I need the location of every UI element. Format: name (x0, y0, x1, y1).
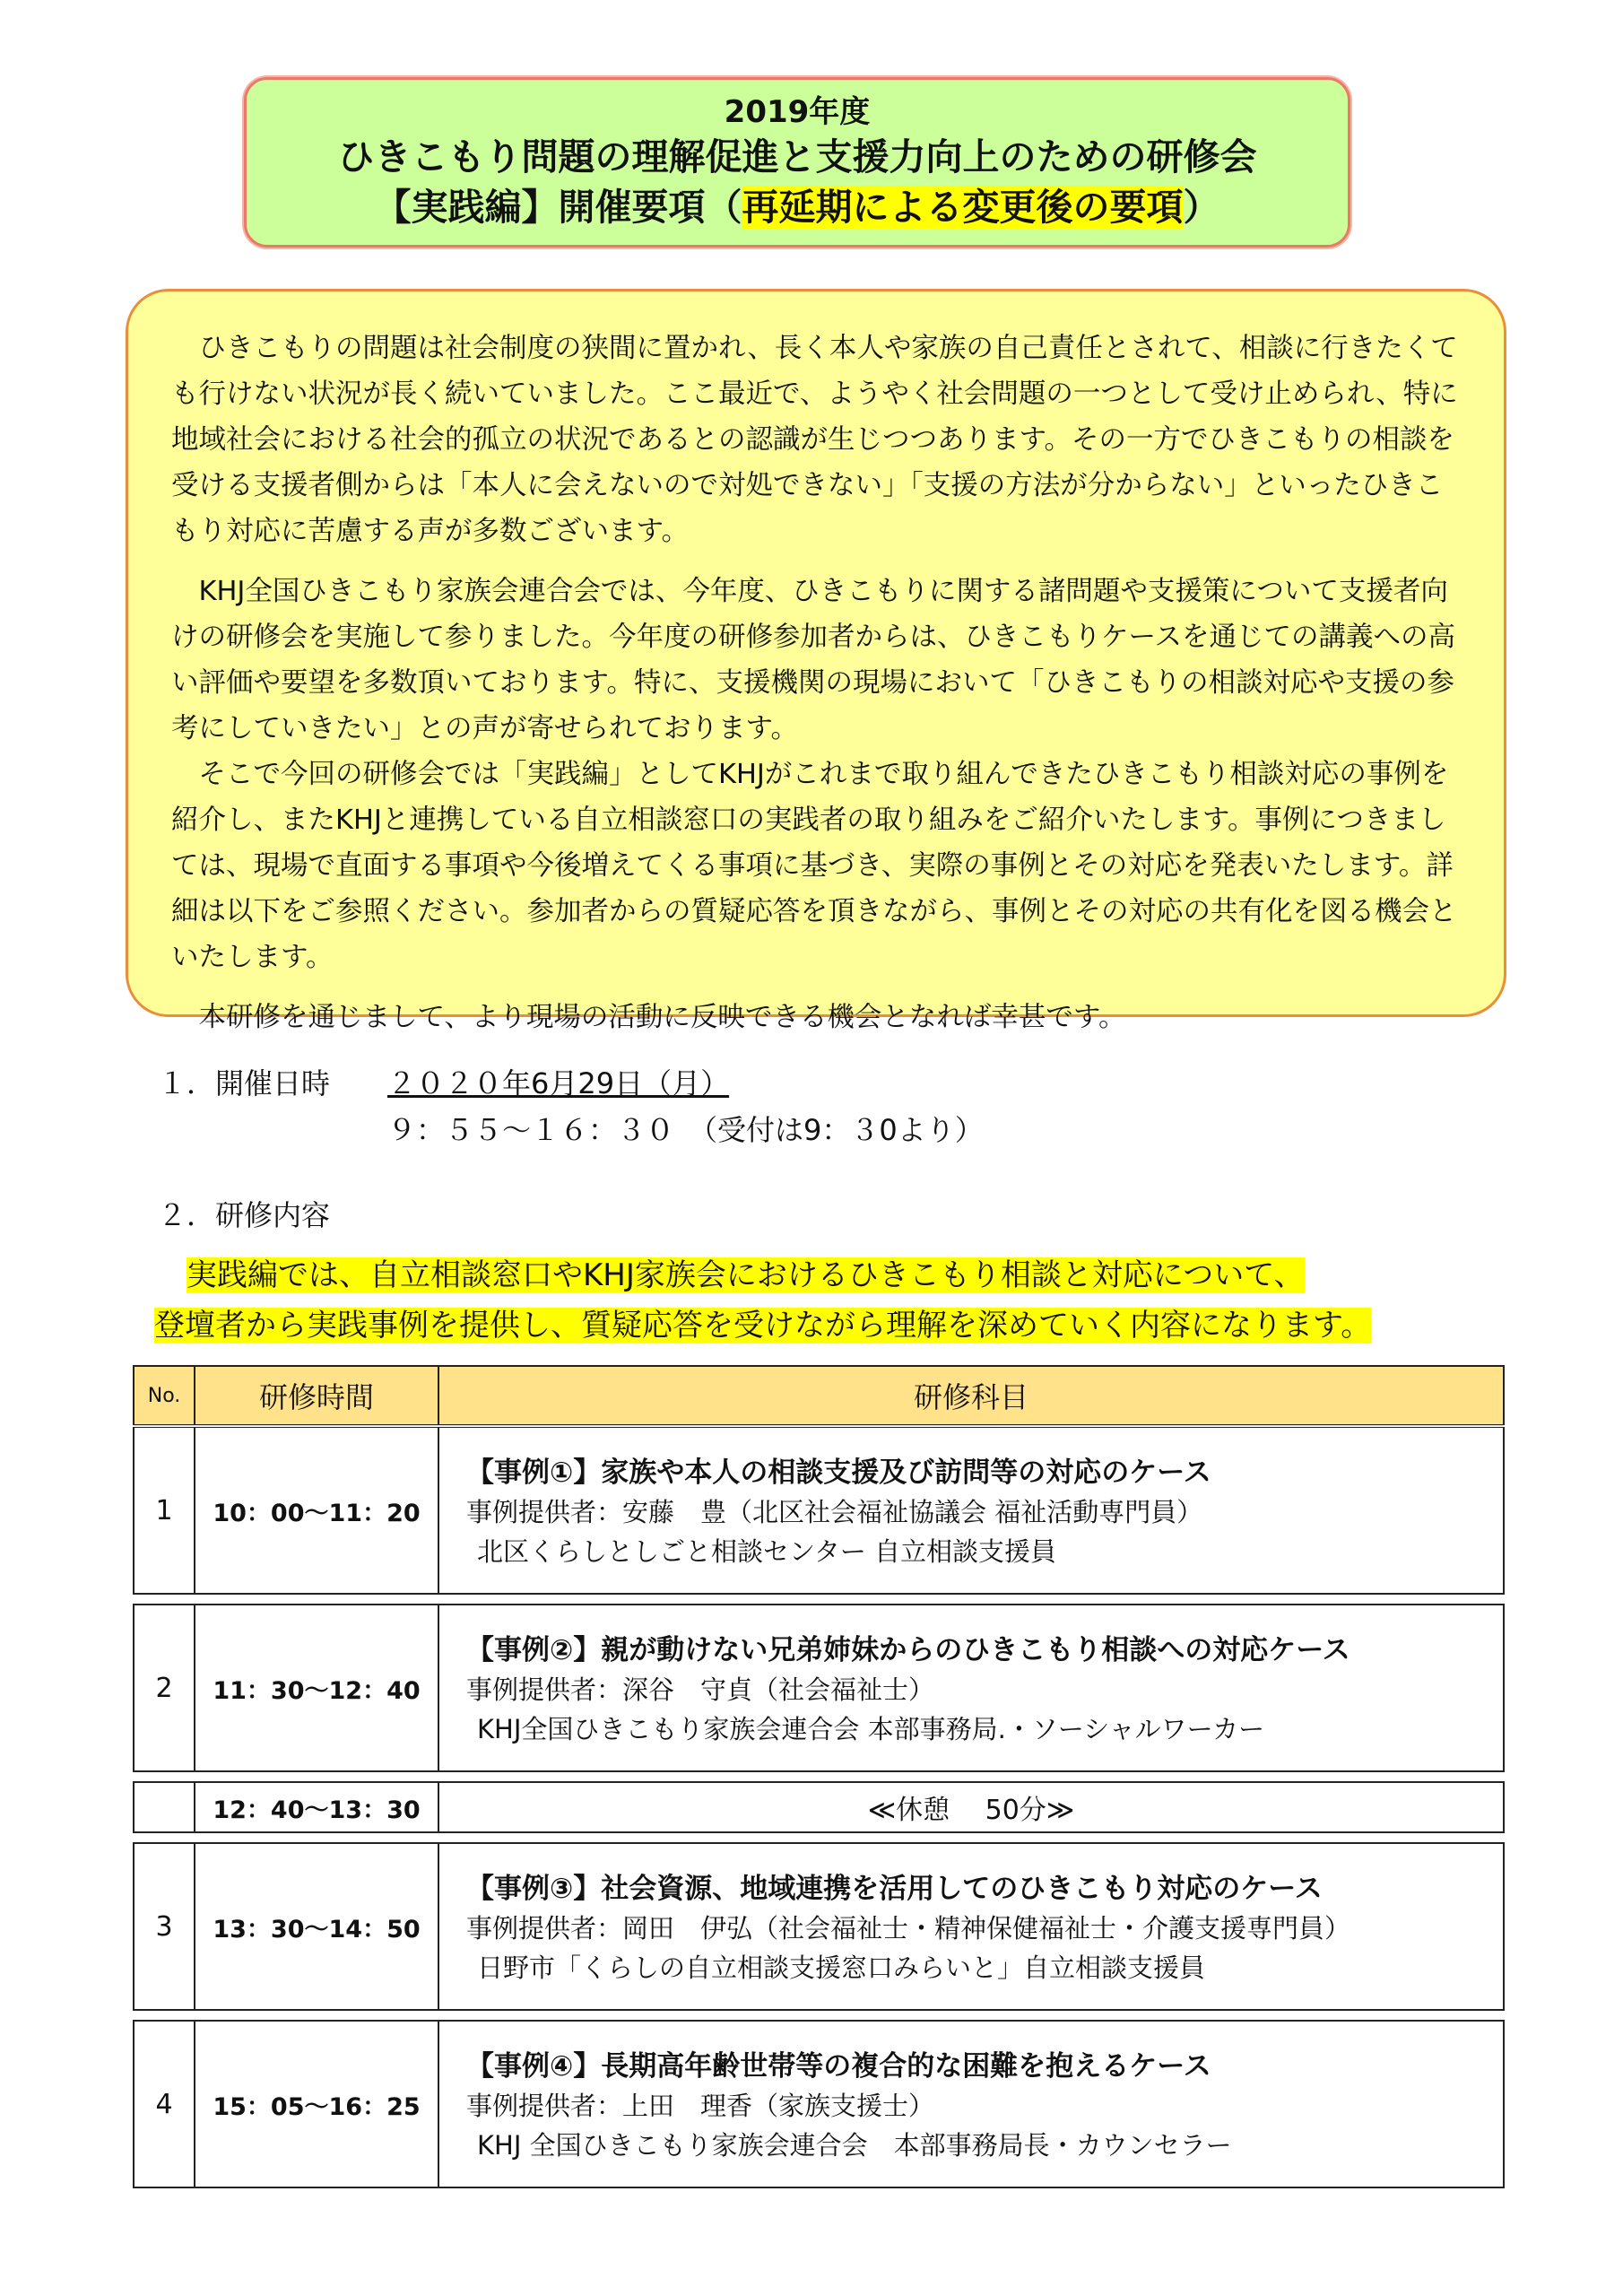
case-title: 【事例①】家族や本人の相談支援及び訪問等の対応のケース (466, 1457, 1211, 1489)
table-separator (134, 1771, 1504, 1782)
title-sub (247, 182, 1348, 232)
intro-paragraph-4: 本研修を通じまして、より現場の活動に反映できる機会となれば幸甚です。 (198, 1002, 1126, 1033)
row-time: 13：30～14：50 (195, 1843, 438, 2010)
row-subject (438, 1605, 1504, 1771)
row-time: 10：00～11：20 (195, 1426, 438, 1594)
section-date-label: １．開催日時 (158, 1066, 331, 1100)
section-date (158, 1060, 984, 1153)
row-no: 3 (134, 1843, 195, 2010)
row-no: 1 (134, 1426, 195, 1594)
row-no: 2 (134, 1605, 195, 1771)
intro-box (126, 289, 1506, 1033)
row-time: 15：05～16：25 (195, 2021, 438, 2187)
break-no (134, 1782, 195, 1832)
case-organization: 日野市「くらしの自立相談支援窓口みらいと」自立相談支援員 (477, 1952, 1206, 1983)
case-title: 【事例④】長期高年齢世帯等の複合的な困難を抱えるケース (466, 2050, 1211, 2083)
case-provider: 事例提供者：上田 理香（家族支援士） (466, 2091, 935, 2121)
header-no: No. (134, 1366, 195, 1426)
title-sub-suffix: ） (1183, 186, 1220, 229)
case-title: 【事例②】親が動けない兄弟姉妹からのひきこもり相談への対応ケース (466, 1634, 1350, 1666)
case-organization: KHJ全国ひきこもり家族会連合会 本部事務局.・ソーシャルワーカー (477, 1714, 1265, 1744)
table-separator (134, 1594, 1504, 1605)
table-row (134, 1605, 1504, 1771)
title-box (244, 77, 1350, 248)
description-line-1: 実践編では、自立相談窓口やKHJ家族会におけるひきこもり相談と対応について、 (187, 1257, 1305, 1293)
table-row (134, 1843, 1504, 2010)
table-separator (134, 2010, 1504, 2021)
intro-paragraph-2: KHJ全国ひきこもり家族会連合会では、今年度、ひきこもりに関する諸問題や支援策について支援者向けの研修会を実施して参りました。今年度の研修参加者からは、ひきこもりケースを通じての講義への高い評価や要望を多数頂いております。特に、支援機関の現場において「ひきこもりの相談対応や支援の参考にしていきたい」との声が寄せられております。 (171, 576, 1455, 744)
description-line-2: 登壇者から実践事例を提供し、質疑応答を受けながら理解を深めていく内容になります。 (154, 1308, 1372, 1344)
title-year: 2019年度 (724, 94, 871, 130)
title-main: ひきこもり問題の理解促進と支援力向上のための研修会 (337, 135, 1257, 178)
break-time: 12：40～13：30 (195, 1782, 438, 1832)
header-time: 研修時間 (195, 1366, 438, 1426)
row-subject (438, 1426, 1504, 1594)
intro-paragraph-1: ひきこもりの問題は社会制度の狭間に置かれ、長く本人や家族の自己責任とされて、相談に行きたくても行けない状況が長く続いていました。ここ最近で、ようやく社会問題の一つとして受け止められ、特に地域社会における社会的孤立の状況であるとの認識が生じつつあります。その一方でひきこもりの相談を受ける支援者側からは「本人に会えないので対処できない」「支援の方法が分からない」といったひきこもり対応に苦慮する声が多数ございます。 (171, 333, 1458, 547)
schedule-table (133, 1365, 1505, 2188)
row-time: 11：30～12：40 (195, 1605, 438, 1771)
section-content-description (154, 1250, 1372, 1351)
header-subject: 研修科目 (438, 1366, 1504, 1426)
intro-paragraph-3: そこで今回の研修会では「実践編」としてKHJがこれまで取り組んできたひきこもり相談対応の事例を紹介し、またKHJと連携している自立相談窓口の実践者の取り組みをご紹介いたします。事例につきましては、現場で直面する事項や今後増えてくる事項に基づき、実際の事例とその対応を発表いたします。詳細は以下をご参照ください。参加者からの質疑応答を頂きながら、事例とその対応の共有化を図る機会といたします。 (171, 759, 1457, 973)
row-no: 4 (134, 2021, 195, 2187)
case-provider: 事例提供者：安藤 豊（北区社会福祉協議会 福祉活動専門員） (466, 1497, 1203, 1527)
section-content-label: ２．研修内容 (158, 1198, 331, 1232)
case-organization: KHJ 全国ひきこもり家族会連合会 本部事務局長・カウンセラー (477, 2130, 1232, 2161)
case-provider: 事例提供者：岡田 伊弘（社会福祉士・精神保健福祉士・介護支援専門員） (466, 1913, 1351, 1944)
title-sub-prefix: 【実践編】開催要項（ (374, 186, 742, 229)
title-sub-highlight: 再延期による変更後の要項 (742, 186, 1184, 229)
case-title: 【事例③】社会資源、地域連携を活用してのひきこもり対応のケース (466, 1873, 1323, 1905)
case-provider: 事例提供者：深谷 守貞（社会福祉士） (466, 1674, 935, 1705)
table-break-row (134, 1782, 1504, 1832)
event-date: ２０２０年6月29日（月） (387, 1066, 730, 1100)
table-header-row (134, 1366, 1504, 1426)
table-row (134, 1426, 1504, 1594)
table-row (134, 2021, 1504, 2187)
case-organization: 北区くらしとしごと相談センター 自立相談支援員 (477, 1536, 1057, 1567)
break-label: ≪休憩 50分≫ (438, 1782, 1504, 1832)
table-separator (134, 1832, 1504, 1843)
row-subject (438, 2021, 1504, 2187)
row-subject (438, 1843, 1504, 2010)
event-time: ９：５５～１６：３０ （受付は9：３0より） (387, 1113, 984, 1147)
